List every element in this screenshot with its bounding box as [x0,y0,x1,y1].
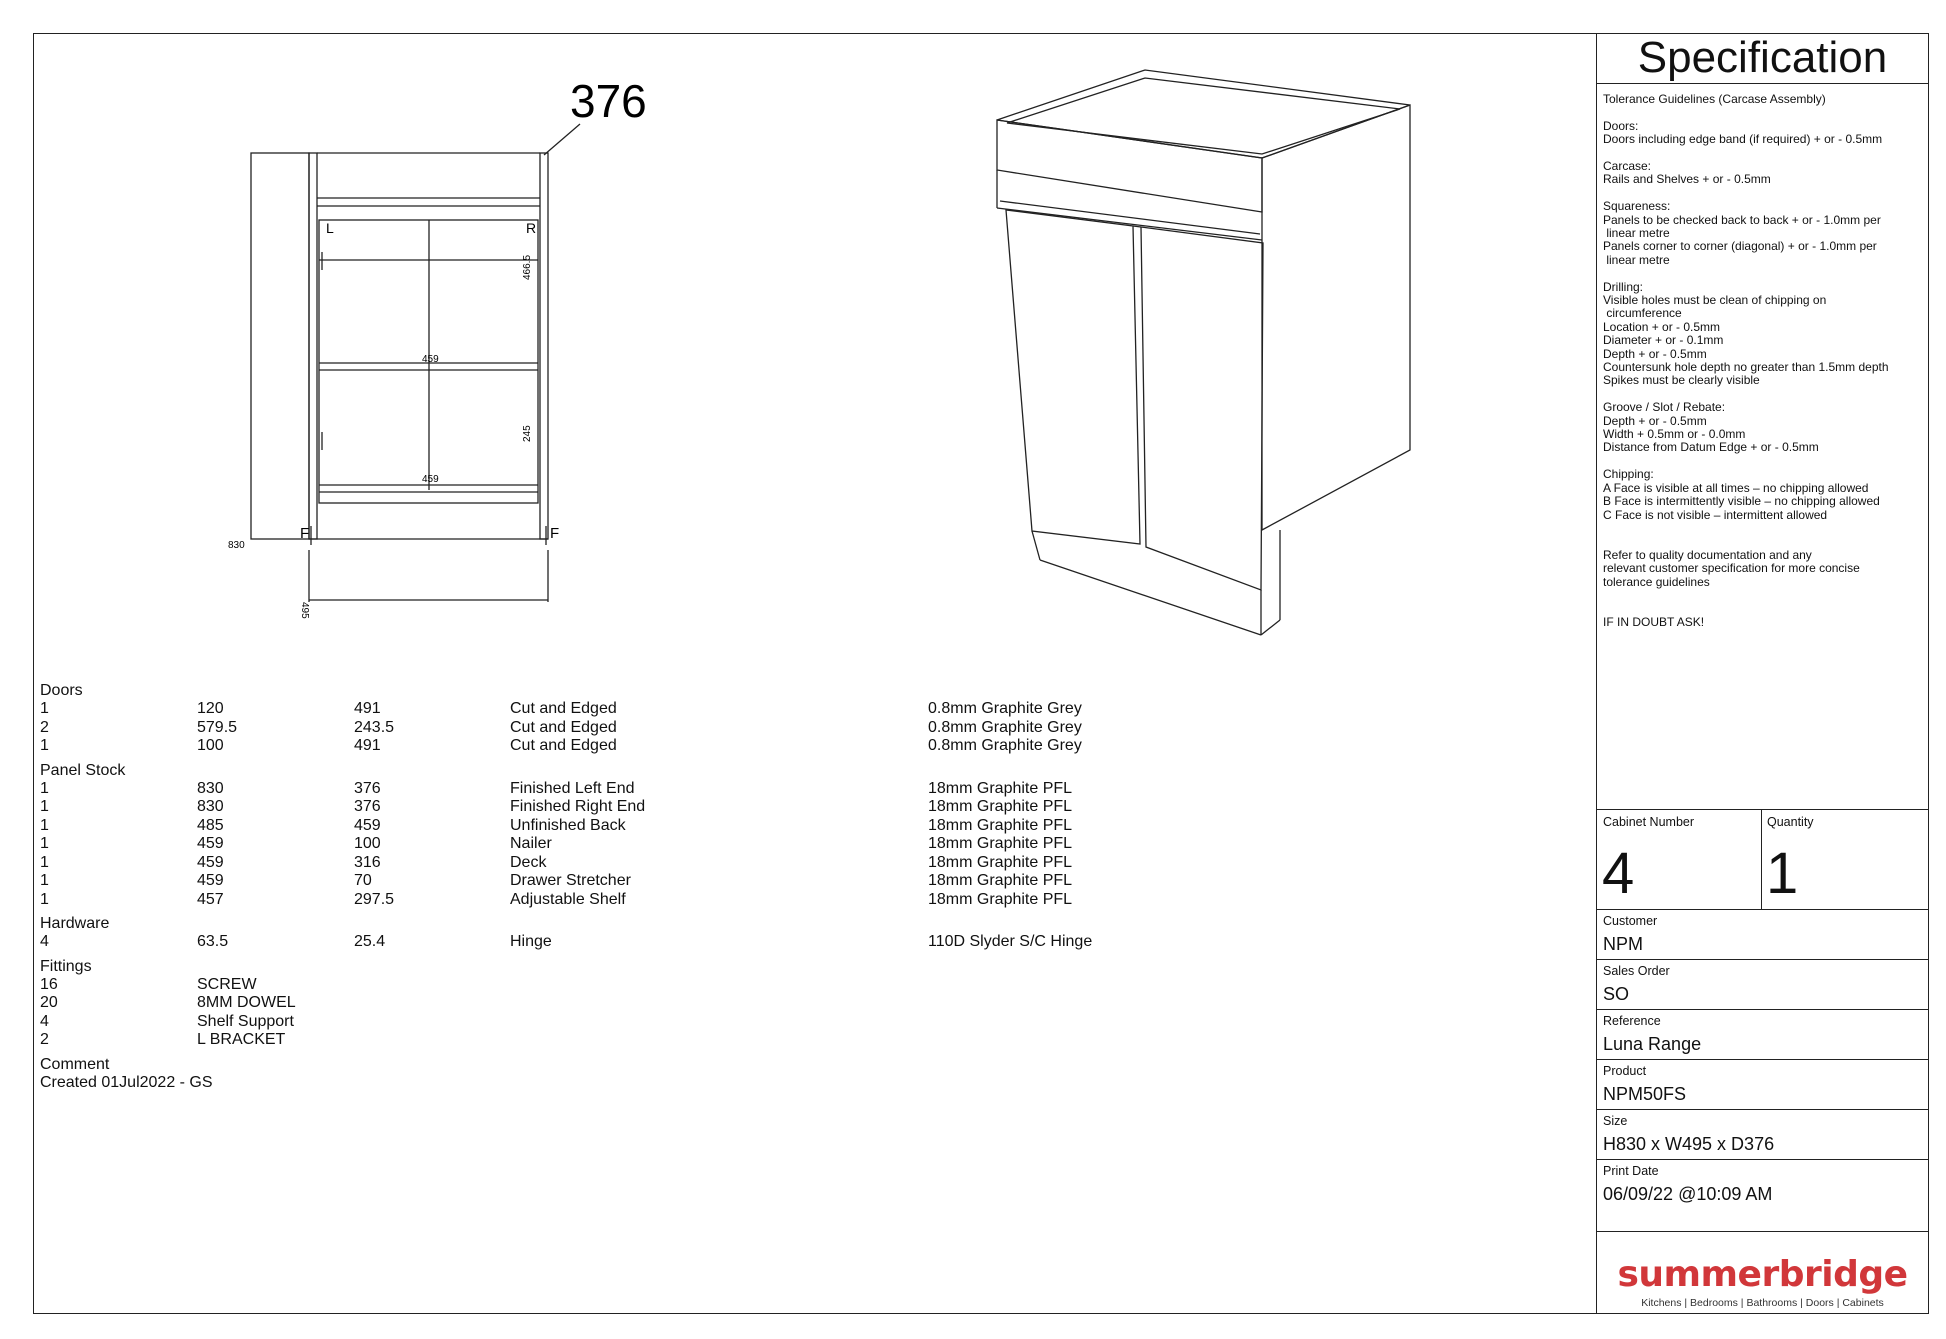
tolerance-doubt: IF IN DOUBT ASK! [1603,614,1705,629]
spec-title: Specification [1597,33,1928,84]
dim-overall-width: 495 [299,602,310,619]
sales-order-box [1597,959,1928,1009]
table-row: 1 457 297.5 Adjustable Shelf 18mm Graphite PFL [40,890,1073,908]
table-row: 4 63.5 25.4 Hinge 110D Slyder S/C Hinge [40,933,1093,950]
fittings-section [40,957,296,1050]
tolerance-guidelines [1603,93,1923,643]
tolerance-refer: Refer to quality documentation and any relevant customer specification for more concise tolerance guidelines [1603,547,1860,589]
quantity-value: 1 [1766,841,1799,906]
panel-stock-heading: Panel Stock [40,761,126,779]
table-row: 2 L BRACKET [40,1031,286,1048]
product-label: Product [1603,1064,1647,1078]
dim-overall-height: 830 [228,540,245,551]
table-row: 1 459 100 Nailer 18mm Graphite PFL [40,835,1073,852]
table-row: 1 120 491 Cut and Edged 0.8mm Graphite Grey [40,700,1082,717]
comment-section [40,1056,213,1092]
tolerance-squareness: Squareness: Panels to be checked back to back + or - 1.0mm per linear metre Panels corner to corner (diagonal) + or - 1.0mm per linear metre [1603,199,1881,267]
table-row: 1 459 70 Drawer Stretcher 18mm Graphite PFL [40,872,1073,889]
isometric-drawing [980,60,1420,640]
sales-order-label: Sales Order [1603,964,1670,978]
cabinet-number-value: 4 [1602,841,1635,906]
table-row: 4 Shelf Support [40,1012,294,1030]
product-box [1597,1059,1928,1109]
table-row: 1 459 316 Deck 18mm Graphite PFL [40,853,1073,871]
brand-logo [1597,1231,1928,1314]
size-label: Size [1603,1114,1628,1128]
table-row: 20 8MM DOWEL [40,994,296,1011]
print-date-value: 06/09/22 @10:09 AM [1603,1184,1773,1204]
tolerance-doors: Doors: Doors including edge band (if required) + or - 0.5mm [1603,118,1883,147]
comment-heading: Comment [40,1055,110,1073]
dim-top-width: 459 [422,354,439,365]
size-value: H830 x W495 x D376 [1603,1134,1775,1154]
depth-label: 376 [570,75,647,127]
hardware-heading: Hardware [40,915,110,932]
cabinet-number-cell [1597,810,1762,910]
table-row: 1 485 459 Unfinished Back 18mm Graphite PFL [40,816,1073,834]
panel-stock-section [40,761,1073,910]
dim-bottom-width: 459 [422,474,439,485]
hardware-section [40,915,1093,952]
customer-label: Customer [1603,914,1658,928]
reference-value: Luna Range [1603,1034,1702,1054]
quantity-cell [1761,810,1928,910]
print-date-box [1597,1159,1928,1231]
tolerance-heading: Tolerance Guidelines (Carcase Assembly) [1603,92,1826,106]
doors-heading: Doors [40,682,83,699]
mark-front-right: F [550,525,560,542]
tolerance-drilling: Drilling: Visible holes must be clean of chipping on circumference Location + or - 0.5mm Diameter + or - 0.1mm Depth + or - 0.5mm Countersunk hole depth no greater than 1.5mm depth Spikes must be clearly visible [1603,279,1889,388]
parts-list [40,676,1093,1092]
tolerance-chipping: Chipping: A Face is visible at all times – no chipping allowed B Face is intermittently visible – no chipping allowed C Face is not visible – intermittent allowed [1603,467,1880,522]
brand-name: summerbridge [1617,1254,1908,1295]
cabinet-quantity-box [1597,809,1928,909]
product-value: NPM50FS [1603,1084,1687,1104]
mark-left: L [326,220,334,236]
customer-box [1597,909,1928,959]
table-row: 2 579.5 243.5 Cut and Edged 0.8mm Graphite Grey [40,718,1082,736]
customer-value: NPM [1603,934,1643,954]
specification-panel [1596,33,1929,1314]
sales-order-value: SO [1603,984,1630,1004]
table-row: 1 100 491 Cut and Edged 0.8mm Graphite Grey [40,737,1082,754]
table-row: 1 830 376 Finished Right End 18mm Graphite PFL [40,798,1073,815]
size-box [1597,1109,1928,1159]
mark-front-left: F [300,525,310,542]
mark-right: R [526,220,537,236]
reference-box [1597,1009,1928,1059]
doors-section [40,682,1082,756]
print-date-label: Print Date [1603,1164,1659,1178]
table-row: 16 SCREW [40,975,257,993]
reference-label: Reference [1603,1014,1661,1028]
quantity-label: Quantity [1767,815,1814,829]
dim-top-height: 466.5 [522,254,533,280]
tolerance-carcase: Carcase: Rails and Shelves + or - 0.5mm [1603,159,1771,187]
front-elevation-drawing [200,70,680,630]
dim-bottom-height: 245 [522,425,533,442]
tolerance-groove: Groove / Slot / Rebate: Depth + or - 0.5mm Width + 0.5mm or - 0.0mm Distance from Datum Edge + or - 0.5mm [1603,400,1819,455]
table-row: 1 830 376 Finished Left End 18mm Graphite PFL [40,779,1073,797]
brand-tagline: Kitchens | Bedrooms | Bathrooms | Doors | Cabinets [1641,1297,1884,1309]
comment-text: Created 01Jul2022 - GS [40,1073,213,1091]
cabinet-number-label: Cabinet Number [1603,815,1695,829]
fittings-heading: Fittings [40,957,92,975]
